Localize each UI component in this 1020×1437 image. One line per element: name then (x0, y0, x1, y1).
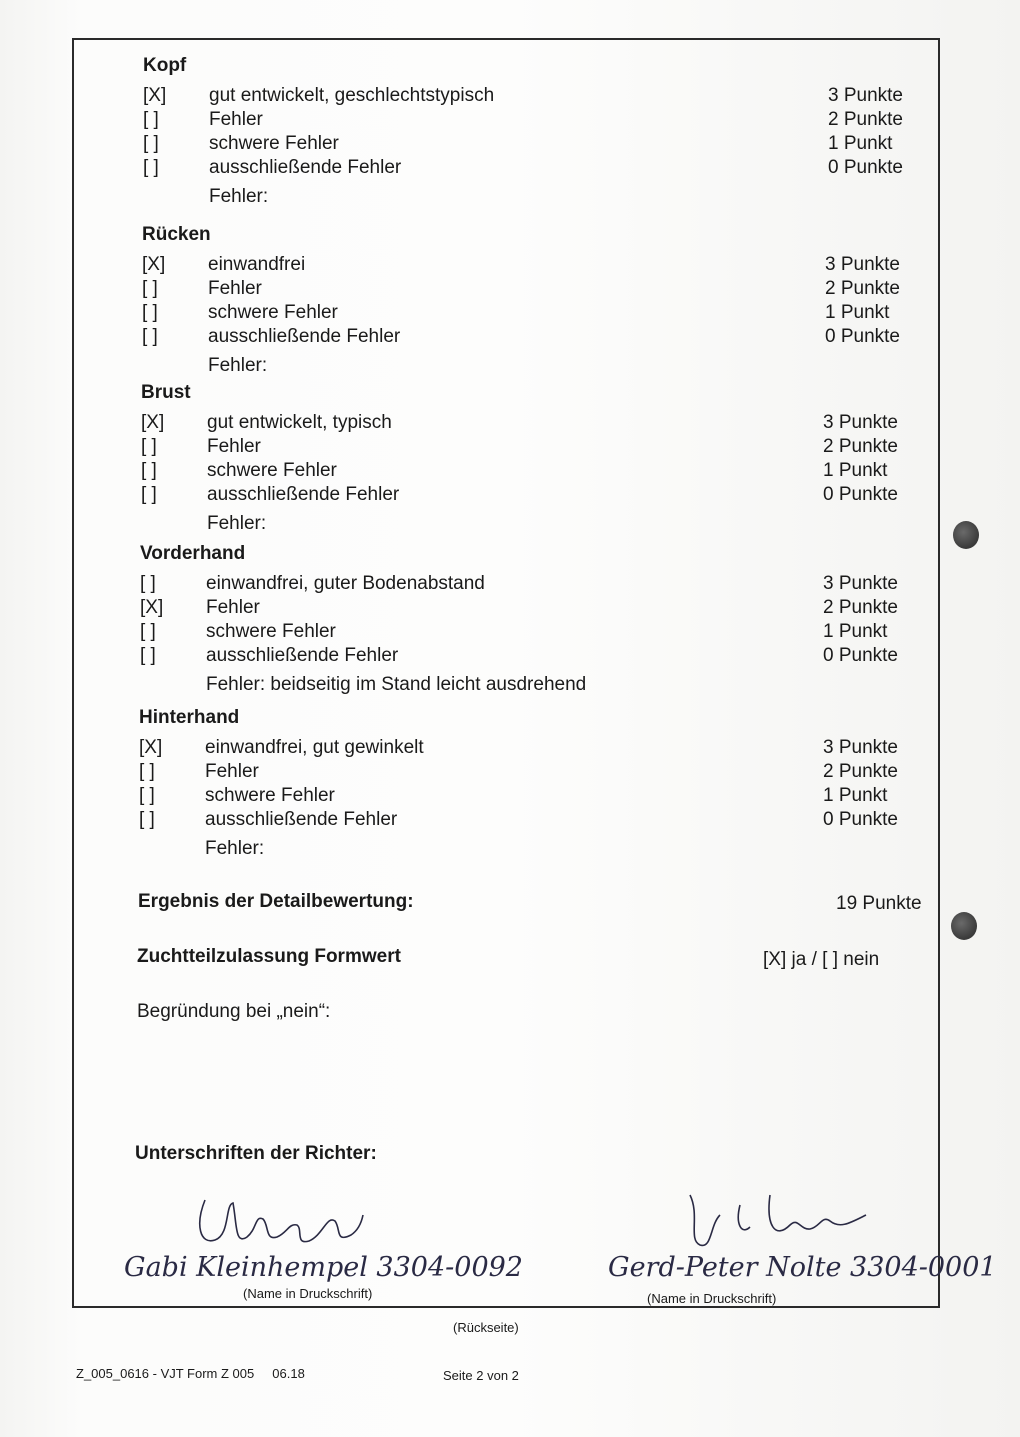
option-row (142, 277, 662, 301)
option-row (140, 620, 660, 644)
section-fehler-note: Fehler: (205, 838, 265, 859)
option-row (143, 108, 663, 132)
option-label: einwandfrei (208, 254, 306, 275)
section-fehler-note: Fehler: (209, 186, 269, 207)
option-label: einwandfrei, guter Bodenabstand (206, 573, 485, 594)
option-checkbox: [ ] (143, 133, 159, 154)
option-label: schwere Fehler (209, 133, 339, 154)
back-side-note: (Rückseite) (453, 1320, 519, 1335)
option-label: ausschließende Fehler (208, 326, 401, 347)
section-title: Rücken (142, 224, 211, 245)
option-checkbox: [X] (139, 737, 163, 758)
section-title: Hinterhand (139, 707, 240, 728)
option-label: Fehler (208, 278, 262, 299)
option-row (139, 784, 659, 808)
option-points: 2 Punkte (823, 761, 898, 782)
option-points: 2 Punkte (823, 436, 898, 457)
option-label: gut entwickelt, typisch (207, 412, 392, 433)
option-row (140, 596, 660, 620)
judge1-printed-name: Gabi Kleinhempel 3304-0092 (124, 1252, 523, 1283)
option-points: 3 Punkte (823, 737, 898, 758)
option-checkbox: [ ] (141, 484, 157, 505)
section-title: Vorderhand (140, 543, 246, 564)
option-row (141, 459, 661, 483)
option-points: 0 Punkte (823, 809, 898, 830)
option-points: 0 Punkte (828, 157, 903, 178)
option-label: Fehler (205, 761, 259, 782)
option-points: 1 Punkt (823, 621, 888, 642)
option-checkbox: [ ] (143, 109, 159, 130)
option-row (141, 411, 661, 435)
option-checkbox: [ ] (140, 573, 156, 594)
option-checkbox: [ ] (143, 157, 159, 178)
option-points: 2 Punkte (825, 278, 900, 299)
option-checkbox: [ ] (139, 809, 155, 830)
section-title: Brust (141, 382, 191, 403)
option-points: 1 Punkt (823, 785, 888, 806)
option-checkbox: [ ] (141, 436, 157, 457)
option-points: 3 Punkte (823, 573, 898, 594)
option-row (139, 760, 659, 784)
option-checkbox: [ ] (139, 785, 155, 806)
option-checkbox: [ ] (140, 621, 156, 642)
option-row (140, 572, 660, 596)
option-points: 0 Punkte (823, 645, 898, 666)
option-row (139, 736, 659, 760)
option-points: 3 Punkte (828, 85, 903, 106)
option-points: 2 Punkte (823, 597, 898, 618)
option-label: Fehler (207, 436, 261, 457)
option-label: ausschließende Fehler (207, 484, 400, 505)
form-identifier: Z_005_0616 - VJT Form Z 005 06.18 (76, 1366, 305, 1381)
option-row (143, 84, 663, 108)
option-checkbox: [ ] (142, 302, 158, 323)
option-points: 1 Punkt (825, 302, 890, 323)
option-row (142, 253, 662, 277)
reason-label: Begründung bei „nein“: (137, 1001, 331, 1022)
option-label: einwandfrei, gut gewinkelt (205, 737, 424, 758)
judge2-printed-name: Gerd-Peter Nolte 3304-0001 (608, 1252, 997, 1283)
option-row (142, 325, 662, 349)
option-label: Fehler (206, 597, 260, 618)
option-label: ausschließende Fehler (209, 157, 402, 178)
judge1-caption: (Name in Druckschrift) (243, 1286, 373, 1301)
option-row (143, 156, 663, 180)
option-checkbox: [ ] (142, 326, 158, 347)
option-checkbox: [X] (142, 254, 166, 275)
option-label: Fehler (209, 109, 263, 130)
page-number: Seite 2 von 2 (443, 1368, 519, 1383)
option-label: schwere Fehler (205, 785, 335, 806)
option-label: schwere Fehler (207, 460, 337, 481)
option-row (143, 132, 663, 156)
option-label: schwere Fehler (208, 302, 338, 323)
option-row (139, 808, 659, 832)
section-fehler-note: Fehler: (208, 355, 268, 376)
option-label: ausschließende Fehler (206, 645, 399, 666)
section-fehler-note: Fehler: beidseitig im Stand leicht ausdrehend (206, 674, 587, 695)
option-row (142, 301, 662, 325)
option-checkbox: [X] (140, 597, 164, 618)
option-label: schwere Fehler (206, 621, 336, 642)
approval-choice: [X] ja / [ ] nein (763, 949, 880, 970)
option-points: 0 Punkte (825, 326, 900, 347)
section-fehler-note: Fehler: (207, 513, 267, 534)
signatures-heading: Unterschriften der Richter: (135, 1143, 377, 1164)
option-points: 0 Punkte (823, 484, 898, 505)
option-checkbox: [ ] (141, 460, 157, 481)
option-checkbox: [ ] (140, 645, 156, 666)
option-row (141, 435, 661, 459)
option-points: 2 Punkte (828, 109, 903, 130)
result-points: 19 Punkte (836, 893, 922, 914)
result-label: Ergebnis der Detailbewertung: (138, 891, 414, 912)
option-row (140, 644, 660, 668)
option-label: ausschließende Fehler (205, 809, 398, 830)
punch-hole-upper (953, 521, 979, 549)
option-checkbox: [ ] (142, 278, 158, 299)
option-checkbox: [ ] (139, 761, 155, 782)
option-points: 1 Punkt (828, 133, 893, 154)
option-points: 3 Punkte (823, 412, 898, 433)
signature-scribble-judge2 (680, 1185, 890, 1255)
option-points: 3 Punkte (825, 254, 900, 275)
approval-label: Zuchtteilzulassung Formwert (137, 946, 401, 967)
judge2-caption: (Name in Druckschrift) (647, 1291, 777, 1306)
option-checkbox: [X] (143, 85, 167, 106)
option-row (141, 483, 661, 507)
option-checkbox: [X] (141, 412, 165, 433)
option-label: gut entwickelt, geschlechtstypisch (209, 85, 495, 106)
section-title: Kopf (143, 55, 187, 76)
option-points: 1 Punkt (823, 460, 888, 481)
punch-hole-lower (951, 912, 977, 940)
